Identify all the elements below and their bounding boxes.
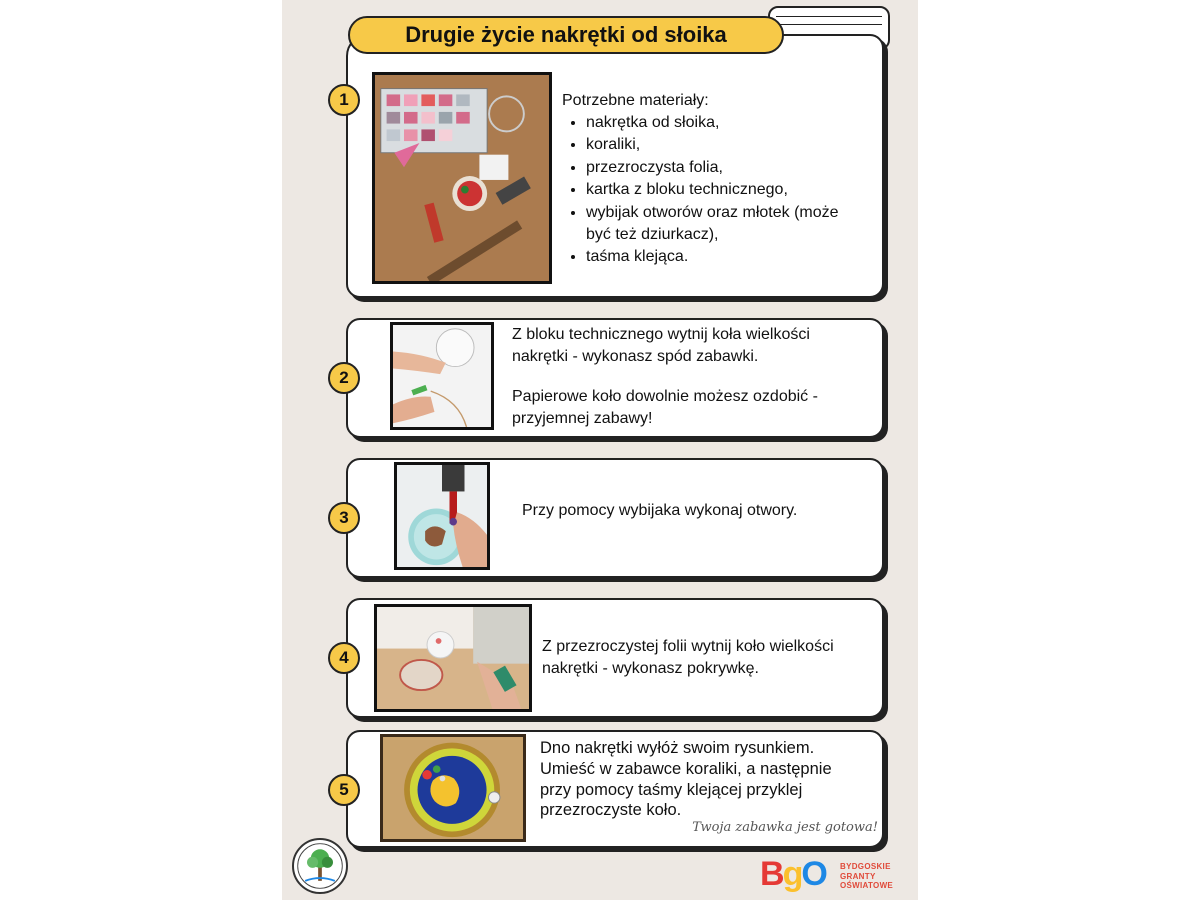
step-2-number: 2 (328, 362, 360, 394)
material-item: • kartka z bloku technicznego, (586, 179, 862, 201)
step-2-tip: Papierowe koło dowolnie możesz ozdobić - przyjemnej zabawy! (512, 388, 818, 427)
step-1-text (562, 90, 862, 269)
step-3-photo (394, 462, 490, 570)
material-item: • koraliki, (586, 134, 862, 156)
school-logo (292, 838, 348, 894)
step-5-number: 5 (328, 774, 360, 806)
bgo-mark (760, 856, 826, 892)
bgo-text (840, 862, 893, 891)
step-2-instruction: Z bloku technicznego wytnij koła wielkości nakrętki - wykonasz spód zabawki. (512, 326, 810, 365)
materials-heading: Potrzebne materiały: (562, 92, 709, 109)
bgo-mark-o: O (801, 855, 826, 893)
step-5-photo (380, 734, 526, 842)
ready-note: Twoja zabawka jest gotowa! (692, 820, 878, 835)
step-4-photo (374, 604, 532, 712)
material-item: • taśma klejąca. (586, 246, 862, 268)
step-4-text: Z przezroczystej folii wytnij koło wielkości nakrętki - wykonasz pokrywkę. (542, 638, 834, 677)
materials-list (562, 112, 862, 269)
page-title: Drugie życie nakrętki od słoika (348, 16, 784, 54)
material-item: • wybijak otworów oraz młotek (może być też dziurkacz), (586, 202, 862, 247)
bgo-mark-g: g (782, 855, 802, 893)
bgo-logo (760, 856, 900, 896)
step-5-text: Dno nakrętki wyłóż swoim rysunkiem. Umieść w zabawce koraliki, a następnie przy pomocy taśmy klejącej przyklej przezroczyste koło. (540, 739, 832, 820)
step-3-text: Przy pomocy wybijaka wykonaj otwory. (522, 502, 798, 519)
material-item: • nakrętka od słoika, (586, 112, 862, 134)
step-4-number: 4 (328, 642, 360, 674)
step-1-number: 1 (328, 84, 360, 116)
step-2-photo (390, 322, 494, 430)
material-item: • przezroczysta folia, (586, 157, 862, 179)
bgo-line-2: GRANTY (840, 871, 876, 881)
bgo-mark-b: B (760, 855, 783, 893)
bgo-line-3: OŚWIATOWE (840, 881, 894, 890)
step-1-photo (372, 72, 552, 284)
step-2-text (512, 324, 852, 430)
bgo-line-1: BYDGOSKIE (840, 862, 891, 871)
step-3-number: 3 (328, 502, 360, 534)
